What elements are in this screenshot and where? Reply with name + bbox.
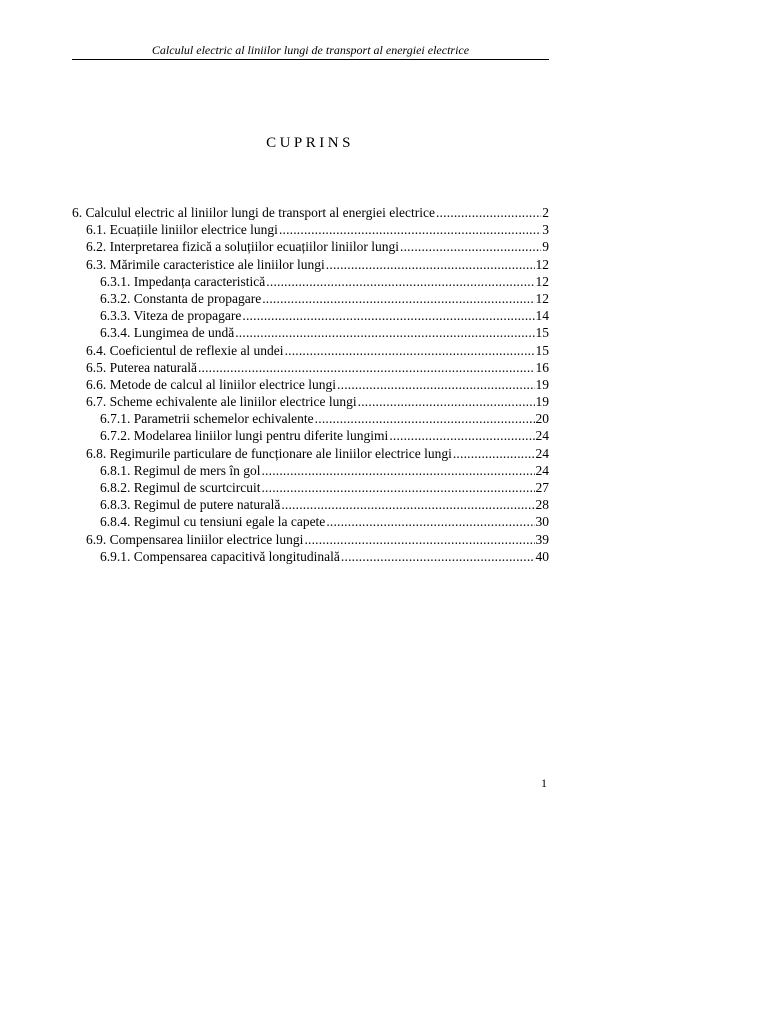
toc-entry-title: 6.3.4. Lungimea de undă: [100, 325, 235, 341]
toc-dot-leader: [358, 393, 535, 410]
toc-entry[interactable]: [72, 221, 549, 238]
toc-entry-title: 6.4. Coeficientul de reflexie al undei: [86, 342, 284, 358]
toc-entry-page: 12: [535, 256, 549, 272]
toc-entry[interactable]: [72, 204, 549, 221]
toc-entry-title: 6.7. Scheme echivalente ale liniilor electrice lungi: [86, 394, 357, 410]
toc-entry-title: 6. Calculul electric al liniilor lungi de transport al energiei electrice: [72, 205, 435, 220]
toc-dot-leader: [261, 479, 534, 496]
toc-dot-leader: [281, 496, 534, 513]
toc-entry-title: 6.3.3. Viteza de propagare: [100, 308, 242, 324]
running-header: [72, 42, 549, 60]
toc-dot-leader: [315, 410, 535, 427]
toc-entry[interactable]: [72, 376, 549, 393]
toc-entry[interactable]: [72, 290, 549, 307]
toc-entry[interactable]: [72, 256, 549, 273]
toc-entry[interactable]: [72, 496, 549, 513]
table-of-contents: [72, 204, 549, 565]
running-header-title: Calculul electric al liniilor lungi de transport al energiei electrice: [151, 43, 470, 57]
toc-entry-title: 6.1. Ecuațiile liniilor electrice lungi: [86, 222, 278, 238]
toc-entry-title: 6.3.2. Constanta de propagare: [100, 290, 262, 306]
toc-entry-title: 6.7.1. Parametrii schemelor echivalente: [100, 411, 314, 427]
toc-entry[interactable]: [72, 307, 549, 324]
toc-entry[interactable]: [72, 342, 549, 359]
toc-entry[interactable]: [72, 479, 549, 496]
toc-entry[interactable]: [72, 548, 549, 565]
toc-dot-leader: [235, 324, 534, 341]
toc-entry-page: 9: [542, 239, 549, 255]
toc-entry[interactable]: [72, 273, 549, 290]
toc-dot-leader: [285, 342, 535, 359]
toc-entry-title: 6.7.2. Modelarea liniilor lungi pentru diferite lungimi: [100, 428, 389, 444]
toc-entry-page: 30: [535, 514, 549, 530]
toc-dot-leader: [242, 307, 534, 324]
toc-entry[interactable]: [72, 410, 549, 427]
toc-entry-page: 19: [535, 376, 549, 392]
toc-dot-leader: [389, 427, 534, 444]
toc-entry[interactable]: [72, 427, 549, 444]
toc-entry-title: 6.9. Compensarea liniilor electrice lungi: [86, 531, 304, 547]
toc-entry-page: 39: [535, 531, 549, 547]
toc-entry-page: 19: [535, 394, 549, 410]
toc-entry-title: 6.6. Metode de calcul al liniilor electrice lungi: [86, 376, 337, 392]
toc-entry-title: 6.9.1. Compensarea capacitivă longitudinală: [100, 548, 340, 564]
toc-entry-title: 6.8.4. Regimul cu tensiuni egale la capete: [100, 514, 326, 530]
toc-entry-page: 20: [535, 411, 549, 427]
toc-entry-page: 24: [535, 445, 549, 461]
toc-dot-leader: [326, 256, 535, 273]
toc-dot-leader: [453, 445, 535, 462]
toc-entry-page: 12: [535, 290, 549, 306]
toc-dot-leader: [198, 359, 535, 376]
toc-dot-leader: [266, 273, 534, 290]
toc-entry[interactable]: [72, 531, 549, 548]
toc-entry-title: 6.2. Interpretarea fizică a soluțiilor ecuațiilor liniilor lungi: [86, 239, 400, 255]
toc-entry-page: 28: [535, 497, 549, 513]
toc-entry-page: 27: [535, 480, 549, 495]
toc-entry[interactable]: [72, 238, 549, 255]
toc-entry-title: 6.8. Regimurile particulare de funcționare ale liniilor electrice lungi: [86, 445, 452, 461]
toc-dot-leader: [337, 376, 534, 393]
toc-entry-page: 14: [535, 308, 549, 324]
toc-entry[interactable]: [72, 462, 549, 479]
toc-entry[interactable]: [72, 393, 549, 410]
toc-entry-page: 12: [535, 273, 549, 289]
toc-entry-title: 6.3. Mărimile caracteristice ale liniilor lungi: [86, 256, 325, 272]
toc-dot-leader: [436, 204, 541, 221]
toc-dot-leader: [279, 221, 541, 238]
toc-dot-leader: [262, 290, 534, 307]
page-title: CUPRINS: [266, 135, 354, 151]
toc-entry[interactable]: [72, 445, 549, 462]
toc-dot-leader: [304, 531, 534, 548]
toc-entry-page: 24: [535, 428, 549, 444]
toc-entry[interactable]: [72, 359, 549, 376]
toc-entry-page: 24: [535, 462, 549, 478]
toc-entry-page: 15: [535, 325, 549, 341]
page-number: 1: [541, 776, 547, 790]
toc-entry-title: 6.5. Puterea naturală: [86, 359, 197, 375]
toc-entry[interactable]: [72, 324, 549, 341]
toc-entry-title: 6.8.1. Regimul de mers în gol: [100, 462, 261, 478]
toc-dot-leader: [400, 238, 541, 255]
toc-entry-title: 6.8.3. Regimul de putere naturală: [100, 497, 281, 513]
toc-entry-page: 40: [535, 548, 549, 564]
toc-dot-leader: [261, 462, 534, 479]
toc-entry-page: 16: [535, 359, 549, 375]
toc-entry[interactable]: [72, 513, 549, 530]
toc-entry-page: 3: [542, 222, 549, 238]
toc-entry-page: 15: [535, 342, 549, 358]
toc-entry-title: 6.8.2. Regimul de scurtcircuit: [100, 480, 261, 495]
toc-entry-page: 2: [542, 205, 549, 220]
toc-dot-leader: [341, 548, 535, 565]
toc-dot-leader: [326, 513, 534, 530]
toc-entry-title: 6.3.1. Impedanța caracteristică: [100, 273, 266, 289]
